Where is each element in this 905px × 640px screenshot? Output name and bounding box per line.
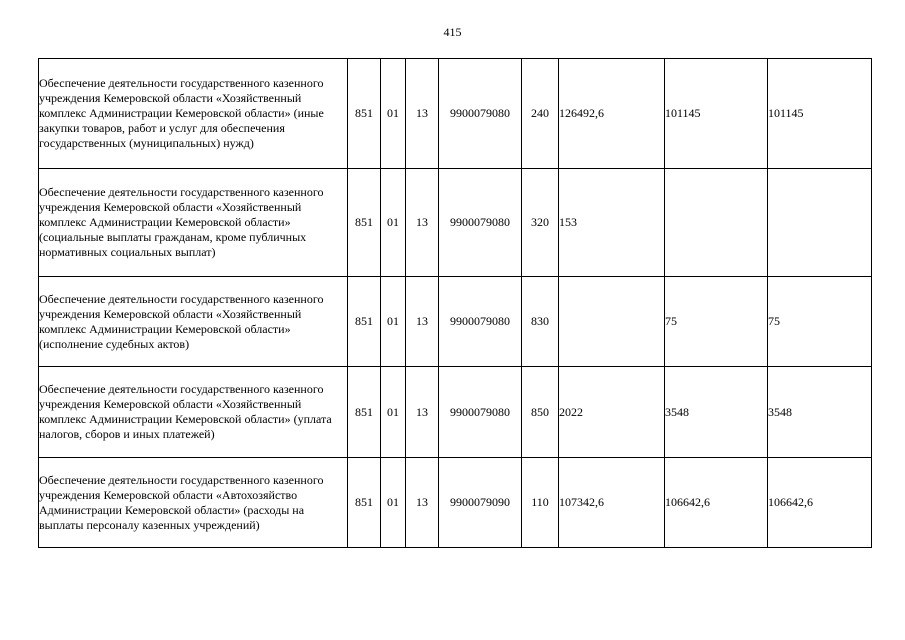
ministry-code: 851 xyxy=(348,169,381,277)
target-article-code: 9900079090 xyxy=(439,458,522,548)
table-body xyxy=(39,59,872,548)
page-number: 415 xyxy=(443,25,462,39)
section-code: 01 xyxy=(381,458,406,548)
amount-3: 75 xyxy=(768,277,872,367)
table-row xyxy=(39,59,872,169)
target-article-code: 9900079080 xyxy=(439,59,522,169)
amount-1: 2022 xyxy=(559,367,665,458)
target-article-code: 9900079080 xyxy=(439,277,522,367)
section-code: 01 xyxy=(381,169,406,277)
section-code: 01 xyxy=(381,277,406,367)
row-description: Обеспечение деятельности государственного казенного учреждения Кемеровской области «Хозяйственный комплекс Администрации Кемеровской области» (иные закупки товаров, работ и услуг для обеспечения государственных (муниципальных) нужд) xyxy=(39,59,348,169)
budget-table xyxy=(38,58,872,548)
expense-type-code: 320 xyxy=(522,169,559,277)
expense-type-code: 110 xyxy=(522,458,559,548)
ministry-code: 851 xyxy=(348,367,381,458)
amount-3 xyxy=(768,169,872,277)
section-code: 01 xyxy=(381,367,406,458)
row-description: Обеспечение деятельности государственного казенного учреждения Кемеровской области «Автохозяйство Администрации Кемеровской области» (расходы на выплаты персоналу казенных учреждений) xyxy=(39,458,348,548)
subsection-code: 13 xyxy=(406,277,439,367)
amount-1: 107342,6 xyxy=(559,458,665,548)
table-row xyxy=(39,458,872,548)
section-code: 01 xyxy=(381,59,406,169)
amount-1 xyxy=(559,277,665,367)
subsection-code: 13 xyxy=(406,458,439,548)
amount-3: 101145 xyxy=(768,59,872,169)
ministry-code: 851 xyxy=(348,458,381,548)
expense-type-code: 240 xyxy=(522,59,559,169)
amount-2: 101145 xyxy=(665,59,768,169)
target-article-code: 9900079080 xyxy=(439,169,522,277)
row-description: Обеспечение деятельности государственного казенного учреждения Кемеровской области «Хозяйственный комплекс Администрации Кемеровской области» (уплата налогов, сборов и иных платежей) xyxy=(39,367,348,458)
amount-2 xyxy=(665,169,768,277)
amount-2: 3548 xyxy=(665,367,768,458)
subsection-code: 13 xyxy=(406,367,439,458)
table-row xyxy=(39,367,872,458)
expense-type-code: 850 xyxy=(522,367,559,458)
table-row xyxy=(39,277,872,367)
amount-1: 153 xyxy=(559,169,665,277)
subsection-code: 13 xyxy=(406,169,439,277)
row-description: Обеспечение деятельности государственного казенного учреждения Кемеровской области «Хозяйственный комплекс Администрации Кемеровской области» (социальные выплаты гражданам, кроме публичных нормативных социальных выплат) xyxy=(39,169,348,277)
target-article-code: 9900079080 xyxy=(439,367,522,458)
amount-2: 75 xyxy=(665,277,768,367)
amount-2: 106642,6 xyxy=(665,458,768,548)
amount-1: 126492,6 xyxy=(559,59,665,169)
amount-3: 106642,6 xyxy=(768,458,872,548)
ministry-code: 851 xyxy=(348,277,381,367)
subsection-code: 13 xyxy=(406,59,439,169)
expense-type-code: 830 xyxy=(522,277,559,367)
amount-3: 3548 xyxy=(768,367,872,458)
ministry-code: 851 xyxy=(348,59,381,169)
row-description: Обеспечение деятельности государственного казенного учреждения Кемеровской области «Хозяйственный комплекс Администрации Кемеровской области» (исполнение судебных актов) xyxy=(39,277,348,367)
table-row xyxy=(39,169,872,277)
